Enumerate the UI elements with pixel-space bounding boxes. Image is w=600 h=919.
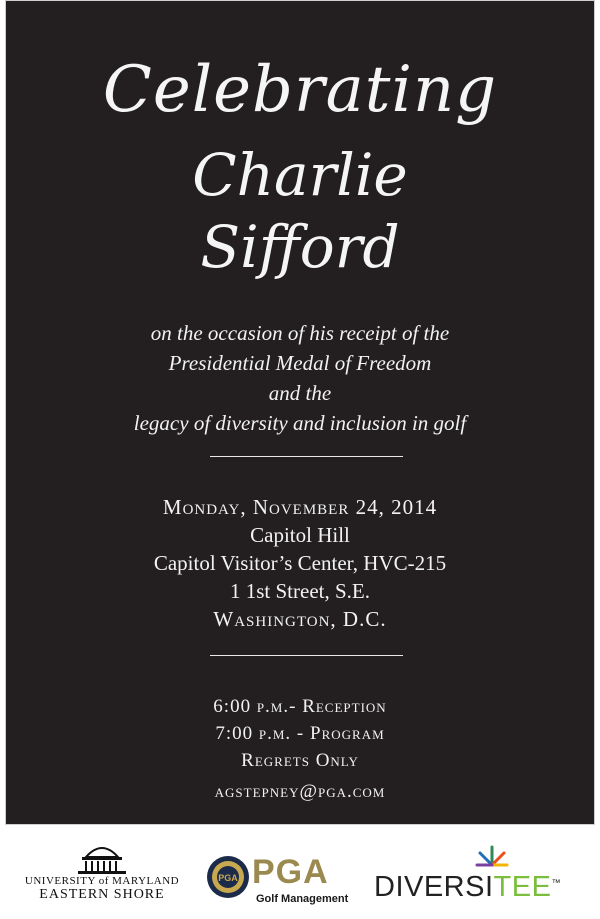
event-details	[6, 493, 594, 633]
invitation-card	[5, 0, 595, 825]
regrets-only: Regrets Only	[241, 750, 359, 771]
divider-top	[210, 456, 403, 457]
title-first-name: Charlie	[192, 141, 408, 209]
pga-seal-icon	[206, 855, 250, 899]
title-celebrating: Celebrating	[102, 53, 498, 127]
umes-logo	[22, 837, 182, 911]
trademark: ™	[551, 877, 561, 888]
event-place: Capitol Hill	[250, 523, 350, 547]
umes-name-line2: EASTERN SHORE	[39, 887, 165, 902]
pga-seal-text: PGA	[218, 873, 238, 883]
event-city: Washington, D.C.	[213, 607, 387, 631]
title-last-name: Sifford	[200, 213, 400, 281]
rsvp-email[interactable]: agstepney@pga.com	[214, 781, 386, 802]
diversitee-logo	[374, 871, 561, 904]
pga-wordmark: PGA	[252, 853, 329, 891]
schedule	[6, 693, 594, 805]
event-date: Monday, November 24, 2014	[162, 495, 438, 519]
event-venue: Capitol Visitor’s Center, HVC-215	[153, 551, 447, 575]
occasion-line: and the	[268, 381, 332, 405]
occasion-line: legacy of diversity and inclusion in golf	[133, 411, 467, 435]
occasion-line: on the occasion of his receipt of the	[150, 321, 450, 345]
reception-time: 6:00 p.m.- Reception	[213, 696, 387, 717]
building-dome-icon	[72, 839, 132, 875]
diversitee-main: DIVERSI	[374, 871, 494, 903]
pga-subtitle: Golf Management	[256, 893, 349, 905]
occasion-line: Presidential Medal of Freedom	[168, 351, 432, 375]
program-time: 7:00 p.m. - Program	[215, 723, 385, 744]
occasion-text	[6, 318, 594, 438]
divider-bottom	[210, 655, 403, 656]
pga-logo	[206, 851, 366, 907]
sponsor-logos	[0, 825, 600, 919]
starburst-icon	[474, 843, 510, 873]
event-street: 1 1st Street, S.E.	[230, 579, 370, 603]
umes-name-line1: UNIVERSITY of MARYLAND	[24, 875, 180, 887]
diversitee-tee: TEE	[493, 871, 552, 903]
